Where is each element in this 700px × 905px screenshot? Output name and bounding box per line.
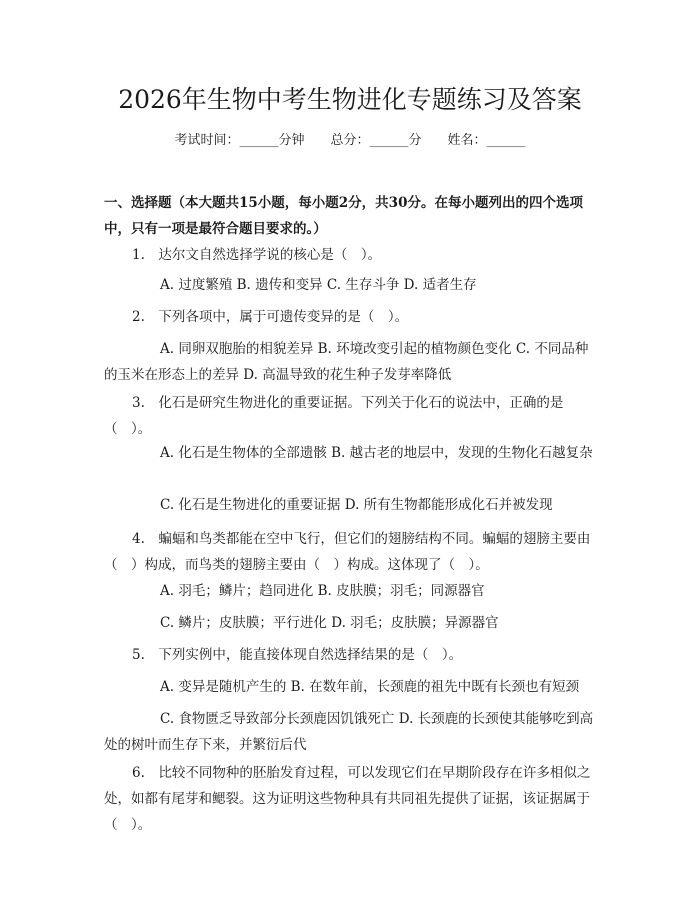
total-score-field: 总分：______分: [330, 133, 422, 148]
question-1-stem: 1. 达尔文自然选择学说的核心是（ ）。: [132, 247, 382, 263]
name-field: 姓名：______: [447, 133, 526, 148]
question-5-options-a: A. 变异是随机产生的 B. 在数年前，长颈鹿的祖先中既有长颈也有短颈: [160, 679, 580, 695]
question-5-stem: 5. 下列实例中，能直接体现自然选择结果的是（ ）。: [132, 647, 463, 663]
question-3-options-a: A. 化石是生物体的全部遗骸 B. 越古老的地层中，发现的生物化石越复杂: [160, 445, 593, 461]
question-6-stem: 6. 比较不同物种的胚胎发育过程，可以发现它们在早期阶段存在许多相似之处，如都有尾芽和鳃裂。这为证明这些物种具有共同祖先提供了证据，该证据属于（ ）。: [104, 765, 591, 833]
section-heading: 一、选择题（本大题共15小题，每小题2分，共30分。在每小题列出的四个选项中，只有一项是最符合题目要求的。）: [104, 195, 583, 237]
page-title: 2026年生物中考生物进化专题练习及答案: [118, 85, 582, 114]
question-3-options-b: C. 化石是生物进化的重要证据 D. 所有生物都能形成化石并被发现: [160, 497, 553, 513]
question-1-options: A. 过度繁殖 B. 遗传和变异 C. 生存斗争 D. 适者生存: [160, 277, 477, 293]
question-4-options-a: A. 羽毛；鳞片；趋同进化 B. 皮肤膜；羽毛；同源器官: [160, 583, 485, 599]
exam-time-field: 考试时间：______分钟: [174, 133, 305, 148]
exam-info: [0, 130, 700, 152]
question-2-options: A. 同卵双胞胎的相貌差异 B. 环境改变引起的植物颜色变化 C. 不同品种的玉米在形态上的差异 D. 高温导致的花生种子发芽率降低: [104, 341, 589, 383]
question-4-options-b: C. 鳞片；皮肤膜；平行进化 D. 羽毛；皮肤膜；异源器官: [160, 615, 499, 631]
question-3-stem: 3. 化石是研究生物进化的重要证据。下列关于化石的说法中，正确的是（ ）。: [104, 395, 564, 437]
question-2-stem: 2. 下列各项中，属于可遗传变异的是（ ）。: [132, 309, 409, 325]
question-5-options-b: C. 食物匮乏导致部分长颈鹿因饥饿死亡 D. 长颈鹿的长颈使其能够吃到高处的树叶而生存下来，并繁衍后代: [104, 711, 594, 753]
question-4-stem: 4. 蝙蝠和鸟类都能在空中飞行，但它们的翅膀结构不同。蝙蝠的翅膀主要由（ ）构成，而鸟类的翅膀主要由（ ）构成。这体现了（ ）。: [104, 531, 591, 573]
